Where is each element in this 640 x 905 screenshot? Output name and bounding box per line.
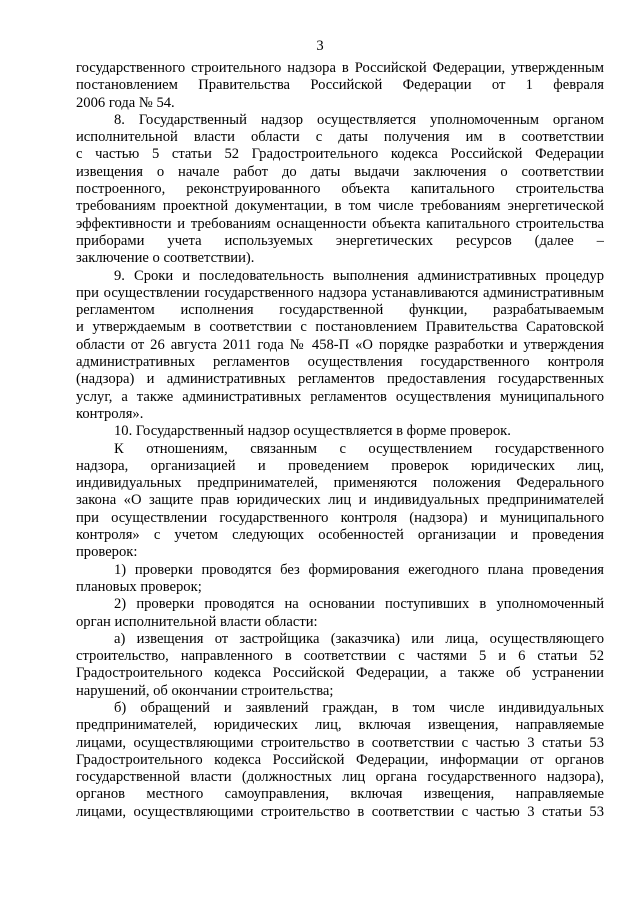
text-line: Градостроительного кодекса Российской Федерации, информации от органов bbox=[76, 751, 604, 768]
text-line: закона «О защите прав юридических лиц и индивидуальных предпринимателей bbox=[76, 492, 604, 509]
text-line: требованиям проектной документации, в том числе требованиям энергетической bbox=[76, 198, 604, 215]
text-line: извещения о начале работ до даты выдачи заключения о соответствии bbox=[76, 163, 604, 180]
text-line: (надзора) и административных регламентов предоставления государственных bbox=[76, 371, 604, 388]
text-line: постановлением Правительства Российской Федерации от 1 февраля bbox=[76, 77, 604, 94]
text-line: Градостроительного кодекса Российской Федерации, а также об устранении bbox=[76, 665, 604, 682]
text-line: заключение о соответствии). bbox=[76, 250, 255, 267]
text-line: проверок: bbox=[76, 544, 138, 561]
text-line: при осуществлении государственного надзора устанавливаются административным bbox=[76, 284, 604, 301]
text-line: плановых проверок; bbox=[76, 578, 202, 595]
text-line: приборами учета используемых энергетических ресурсов (далее – bbox=[76, 232, 604, 249]
paragraph-start-8: 8. Государственный надзор осуществляется уполномоченным органом bbox=[114, 111, 604, 128]
page-number: 3 bbox=[316, 38, 324, 54]
document-body bbox=[76, 60, 604, 821]
paragraph-start: К отношениям, связанным с осуществлением государственного bbox=[114, 440, 604, 457]
text-line: органов местного самоуправления, включая извещения, направляемые bbox=[76, 786, 604, 803]
text-line: индивидуальных предпринимателей, применяются положения Федерального bbox=[76, 475, 604, 492]
text-line: государственной власти (должностных лиц органа государственного надзора), bbox=[76, 769, 604, 786]
text-line: 2006 года № 54. bbox=[76, 94, 175, 111]
text-line: построенного, реконструированного объекта капитального строительства bbox=[76, 181, 604, 198]
text-line: и утверждаемым в соответствии с постановлением Правительства Саратовской bbox=[76, 319, 604, 336]
text-line: услуг, а также административных регламентов осуществления муниципального bbox=[76, 388, 604, 405]
text-line: лицами, осуществляющими строительство в соответствии с частью 3 статьи 53 bbox=[76, 803, 604, 820]
text-line: административных регламентов осуществления государственного контроля bbox=[76, 354, 604, 371]
paragraph-start-9: 9. Сроки и последовательность выполнения административных процедур bbox=[114, 267, 604, 284]
text-line: орган исполнительной власти области: bbox=[76, 613, 318, 630]
text-line: предпринимателей, юридических лиц, включая извещения, направляемые bbox=[76, 717, 604, 734]
list-item-b: б) обращений и заявлений граждан, в том числе индивидуальных bbox=[114, 699, 604, 716]
text-line: лицами, осуществляющими строительство в соответствии с частью 3 статьи 53 bbox=[76, 734, 604, 751]
text-line: государственного строительного надзора в Российской Федерации, утвержденным bbox=[76, 60, 604, 76]
list-item-1: 1) проверки проводятся без формирования ежегодного плана проведения bbox=[114, 561, 604, 578]
text-line: исполнительной власти области с даты получения им в соответствии bbox=[76, 129, 604, 146]
text-line: контроля». bbox=[76, 405, 144, 422]
text-line: надзора, организацией и проведением проверок юридических лиц, bbox=[76, 457, 604, 474]
paragraph-start-10: 10. Государственный надзор осуществляется в форме проверок. bbox=[114, 423, 511, 440]
list-item-2: 2) проверки проводятся на основании поступивших в уполномоченный bbox=[114, 596, 604, 613]
text-line: регламентом исполнения государственной функции, разрабатываемым bbox=[76, 302, 604, 319]
text-line: с частью 5 статьи 52 Градостроительного кодекса Российской Федерации bbox=[76, 146, 604, 163]
text-line: эффективности и требованиям оснащенности объекта капитального строительства bbox=[76, 215, 604, 232]
text-line: при осуществлении государственного контроля (надзора) и муниципального bbox=[76, 509, 604, 526]
list-item-a: а) извещения от застройщика (заказчика) или лица, осуществляющего bbox=[114, 630, 604, 647]
text-line: контроля» с учетом следующих особенностей организации и проведения bbox=[76, 527, 604, 544]
text-line: области от 26 августа 2011 года № 458-П «О порядке разработки и утверждения bbox=[76, 336, 604, 353]
text-line: строительство, направленного в соответствии с частями 5 и 6 статьи 52 bbox=[76, 648, 604, 665]
text-line: нарушений, об окончании строительства; bbox=[76, 682, 334, 699]
